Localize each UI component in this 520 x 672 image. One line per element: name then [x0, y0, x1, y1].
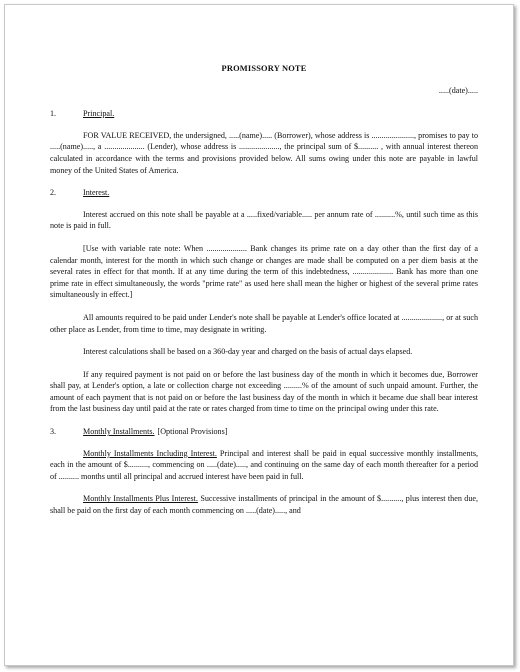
section-number: 3. [50, 427, 57, 437]
paragraph [50, 448, 478, 483]
subsection-label: Monthly Installments Including Interest. [83, 448, 217, 458]
document-page [4, 4, 514, 666]
section-title: Monthly Installments. [83, 427, 155, 437]
subsection-text: Successive installments of principal in the amount of $.........., plus interest then due, shall be paid on the first day of each month commencing on .....(date)....., and [50, 494, 478, 516]
section-heading [50, 187, 478, 199]
section-number: 1. [50, 109, 57, 119]
paragraph: FOR VALUE RECEIVED, the undersigned, .....(name)..... (Borrower), whose address is ....................., promises to pay to .....(name)....., a .................... (Lender), whose address is ...................., the principal sum of $.......... , with annual interest thereon calculated in accordance with the terms and provisions provided below. All sums owing under this note are payable in lawful money of the United States of America. [50, 130, 478, 175]
section-number: 2. [50, 188, 57, 198]
document-title: PROMISSORY NOTE [221, 64, 307, 73]
section-heading [50, 108, 478, 120]
paragraph [50, 493, 478, 516]
section-title-note: [Optional Provisions] [157, 427, 228, 437]
paragraph: Interest calculations shall be based on a 360-day year and charged on the basis of actual days elapsed. [83, 347, 413, 357]
section-title: Interest. [83, 188, 110, 198]
paragraph: Interest accrued on this note shall be payable at a .....fixed/variable..... per annum rate of ..........%, until such time as this note is paid in full. [50, 209, 478, 231]
document-body [50, 63, 478, 517]
section-heading [50, 426, 478, 438]
paragraph: If any required payment is not paid on or before the last business day of the month in which it becomes due, Borrower shall pay, at Lender's option, a late or collection charge not exceeding .........% of the amount of such unpaid amount. Further, the amount of each payment that is not paid on or before the last business day of the month in which it became due shall bear interest from the last business day until paid at the rate or rates charged from time to time on the principal owing under this rate. [50, 369, 478, 414]
date-line: .....(date)..... [438, 85, 478, 95]
subsection-label: Monthly Installments Plus Interest. [83, 494, 198, 504]
section-title: Principal. [83, 109, 115, 119]
paragraph: [Use with variable rate note: When .................... Bank changes its prime rate on a day other than the first day of a calendar month, interest for the month in which such change or changes are made shall be computed on a per diem basis at the several rates in effect for that month. If at any time during the term of this indebtedness, .................... Bank has more than one prime rate in effect simultaneously, the words "prime rate" as used here shall mean the higher or highest of the several prime rates simultaneously in effect.] [50, 243, 478, 300]
paragraph: All amounts required to be paid under Lender's note shall be payable at Lender's office located at ...................., or at such other place as Lender, from time to time, may designate in writing. [50, 312, 478, 334]
subsection-text: Principal and interest shall be paid in equal successive monthly installments, each in the amount of $.........., commencing on .....(date)....., and continuing on the same day of each month thereafter for a period of .......... months until all principal and accrued interest have been paid in full. [50, 448, 478, 481]
